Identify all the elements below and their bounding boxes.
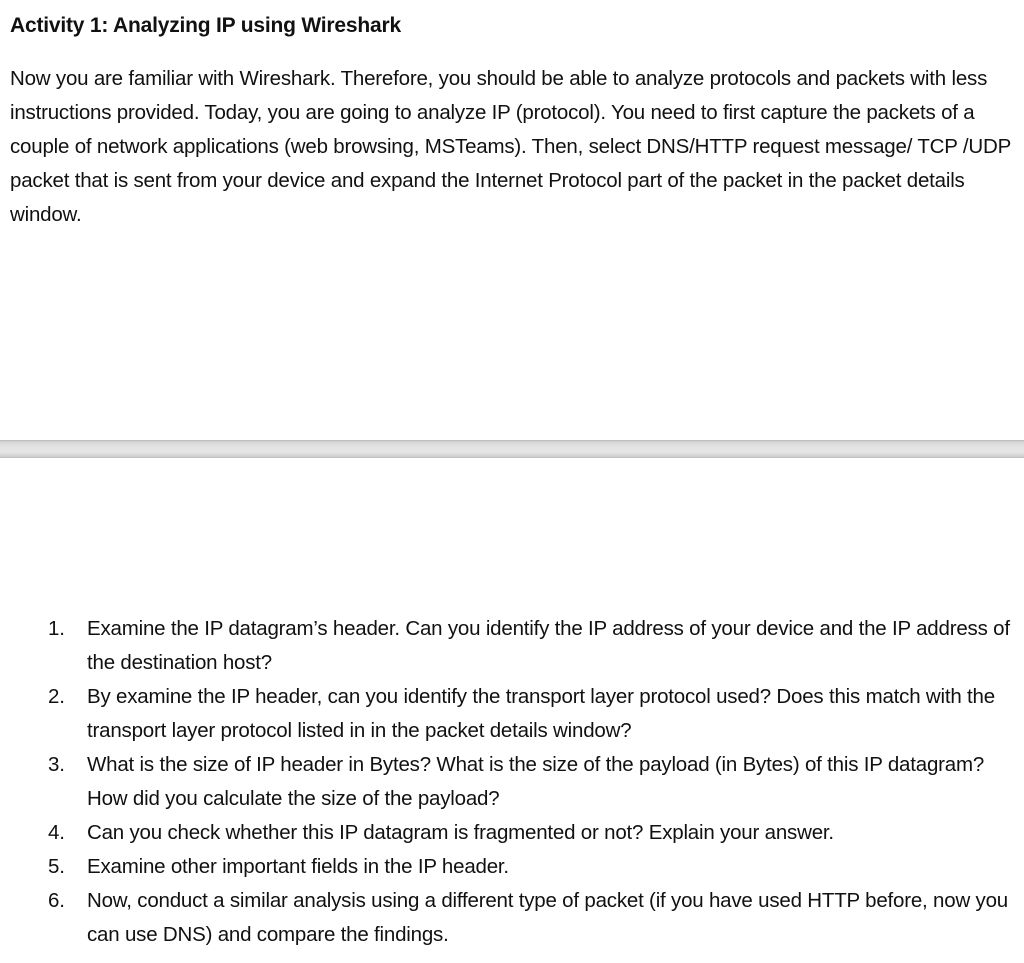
question-number: 3. <box>48 753 65 776</box>
question-item <box>0 748 1024 816</box>
question-text: Examine the IP datagram’s header. Can you identify the IP address of your device and the IP address of the destination host? <box>87 617 1010 674</box>
question-item <box>0 884 1024 952</box>
question-text: By examine the IP header, can you identify the transport layer protocol used? Does this match with the transport layer protocol listed in in the packet details window? <box>87 685 995 742</box>
question-text: Now, conduct a similar analysis using a different type of packet (if you have used HTTP before, now you can use DNS) and compare the findings. <box>87 889 1008 946</box>
document-page-top <box>0 0 1024 440</box>
question-item <box>0 850 1024 884</box>
question-text: Can you check whether this IP datagram is fragmented or not? Explain your answer. <box>87 821 834 844</box>
question-number: 2. <box>48 685 65 708</box>
question-item <box>0 612 1024 680</box>
question-item <box>0 816 1024 850</box>
question-number: 6. <box>48 889 65 912</box>
question-number: 1. <box>48 617 65 640</box>
activity-title: Activity 1: Analyzing IP using Wireshark <box>10 14 401 37</box>
question-text: Examine other important fields in the IP header. <box>87 855 509 878</box>
intro-paragraph: Now you are familiar with Wireshark. Therefore, you should be able to analyze protocols and packets with less instructions provided. Today, you are going to analyze IP (protocol). You need to first capture the packets of a couple of network applications (web browsing, MSTeams). Then, select DNS/HTTP request message/ TCP /UDP packet that is sent from your device and expand the Internet Protocol part of the packet in the packet details window. <box>10 67 1011 226</box>
page-break-divider <box>0 440 1024 458</box>
question-number: 4. <box>48 821 65 844</box>
question-list <box>0 612 1024 952</box>
question-text: What is the size of IP header in Bytes? What is the size of the payload (in Bytes) of this IP datagram? How did you calculate the size of the payload? <box>87 753 985 810</box>
question-number: 5. <box>48 855 65 878</box>
question-item <box>0 680 1024 748</box>
document-page-bottom <box>0 458 1024 963</box>
